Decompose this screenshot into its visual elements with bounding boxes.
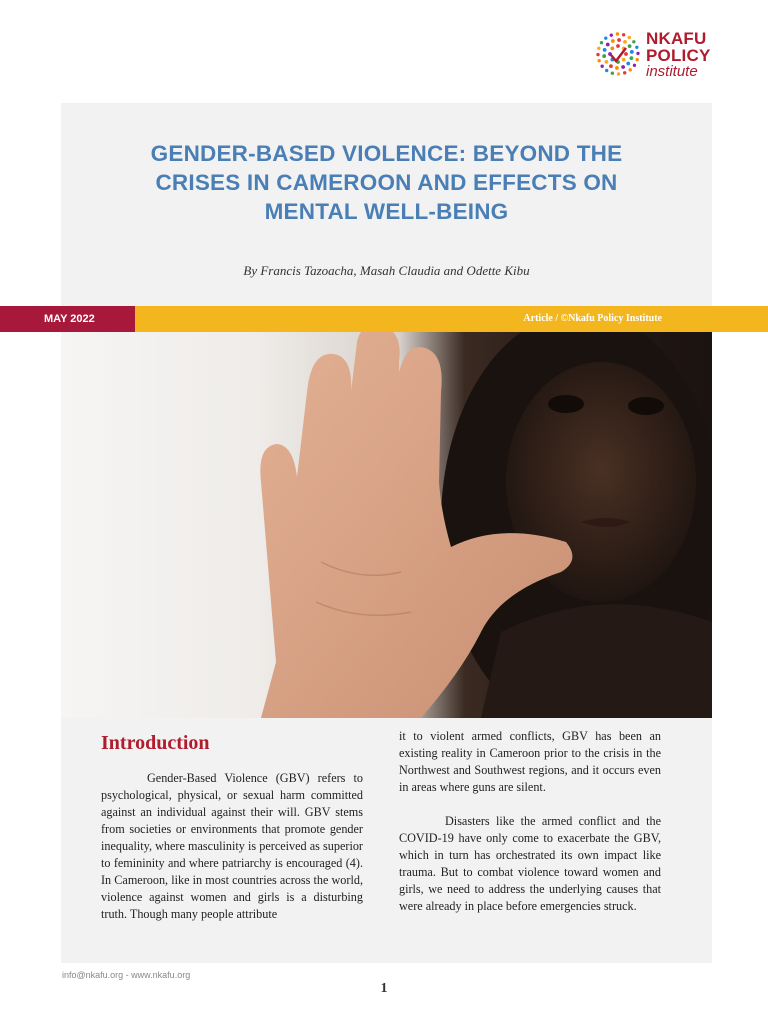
footer-contact: info@nkafu.org - www.nkafu.org [62, 970, 191, 980]
logo-dot [622, 58, 626, 62]
authors-byline: By Francis Tazoacha, Masah Claudia and Odette Kibu [243, 263, 530, 278]
stop-hand-photo-illustration [61, 332, 712, 718]
logo-dot [623, 40, 627, 44]
logo-dot [611, 39, 615, 43]
logo-dot [616, 32, 619, 35]
paragraph: Gender-Based Violence (GBV) refers to psychological, physical, or sexual harm committed against an individual against their will. GBV stems from societies or environments that promote gender inequality, where masculinity is perceived as superior to femininity and where patriarchy is encouraged (4). In Cameroon, like in most countries across the world, violence against women and girls is a disturbing truth. Though many people attribute [101, 771, 363, 921]
date-banner [0, 306, 135, 332]
column-left [101, 770, 363, 923]
logo-text-institute: institute [646, 63, 698, 80]
logo-dot [633, 64, 636, 67]
logo-dot [623, 71, 626, 74]
paragraph: it to violent armed conflicts, GBV has been an existing reality in Cameroon prior to the crisis in the Northwest and Southwest regions, and it occurs even in areas where guns are silent. [399, 729, 661, 794]
logo-dot [605, 69, 608, 72]
logo-dot [622, 33, 625, 36]
logo-dot [615, 66, 619, 70]
article-body [61, 718, 712, 963]
logo-dot [609, 64, 613, 68]
category-label: Article / ©Nkafu Policy Institute [523, 313, 662, 324]
logo-dot [626, 62, 630, 66]
logo-dot [611, 71, 614, 74]
logo-dot [632, 40, 635, 43]
logo-dot [621, 65, 625, 69]
logo-dot [597, 47, 600, 50]
logo-dot [604, 36, 607, 39]
logo-dot [605, 60, 609, 64]
logo-dot [628, 36, 631, 39]
page-number: 1 [380, 981, 388, 996]
logo-dot [617, 38, 621, 42]
logo-dot [610, 46, 614, 50]
logo-dot [606, 43, 610, 47]
column-right [399, 728, 661, 915]
publication-date: MAY 2022 [44, 313, 95, 325]
logo-dot [617, 72, 620, 75]
logo-dot [597, 59, 600, 62]
logo-text-nkafu: NKAFU [646, 29, 707, 48]
logo-dot [596, 53, 599, 56]
logo-dot [602, 54, 606, 58]
hero-photo [61, 332, 712, 718]
title-line: MENTAL WELL-BEING [264, 199, 509, 224]
logo-dot [630, 50, 634, 54]
logo-dot [635, 46, 638, 49]
logo-dot [616, 44, 620, 48]
logo-dot [629, 68, 632, 71]
logo-dot [600, 65, 603, 68]
title-line: CRISES IN CAMEROON AND EFFECTS ON [155, 170, 618, 195]
logo-dot [624, 52, 628, 56]
nkafu-logo [594, 28, 724, 82]
logo-dot [600, 41, 603, 44]
header-panel [61, 103, 712, 306]
logo-dot [603, 48, 607, 52]
logo-dot [610, 33, 613, 36]
paragraph: Disasters like the armed conflict and the COVID-19 have only come to exacerbate the GBV, which in turn has orchestrated its own impact like trauma. But to combat violence toward women and girls, we need to address the underlying causes that were already in place before emergencies struck. [399, 814, 661, 913]
logo-text-policy: POLICY [646, 46, 711, 65]
eye-left [548, 395, 584, 413]
article-title [61, 139, 712, 226]
eye-right [628, 397, 664, 415]
logo-dot [635, 58, 638, 61]
title-line: GENDER-BASED VIOLENCE: BEYOND THE [150, 141, 623, 166]
category-banner [135, 306, 768, 332]
section-heading-introduction: Introduction [101, 732, 210, 754]
logo-dot-circle-icon [594, 30, 642, 78]
logo-dot [636, 52, 639, 55]
logo-dot [629, 56, 633, 60]
logo-dot [628, 44, 632, 48]
